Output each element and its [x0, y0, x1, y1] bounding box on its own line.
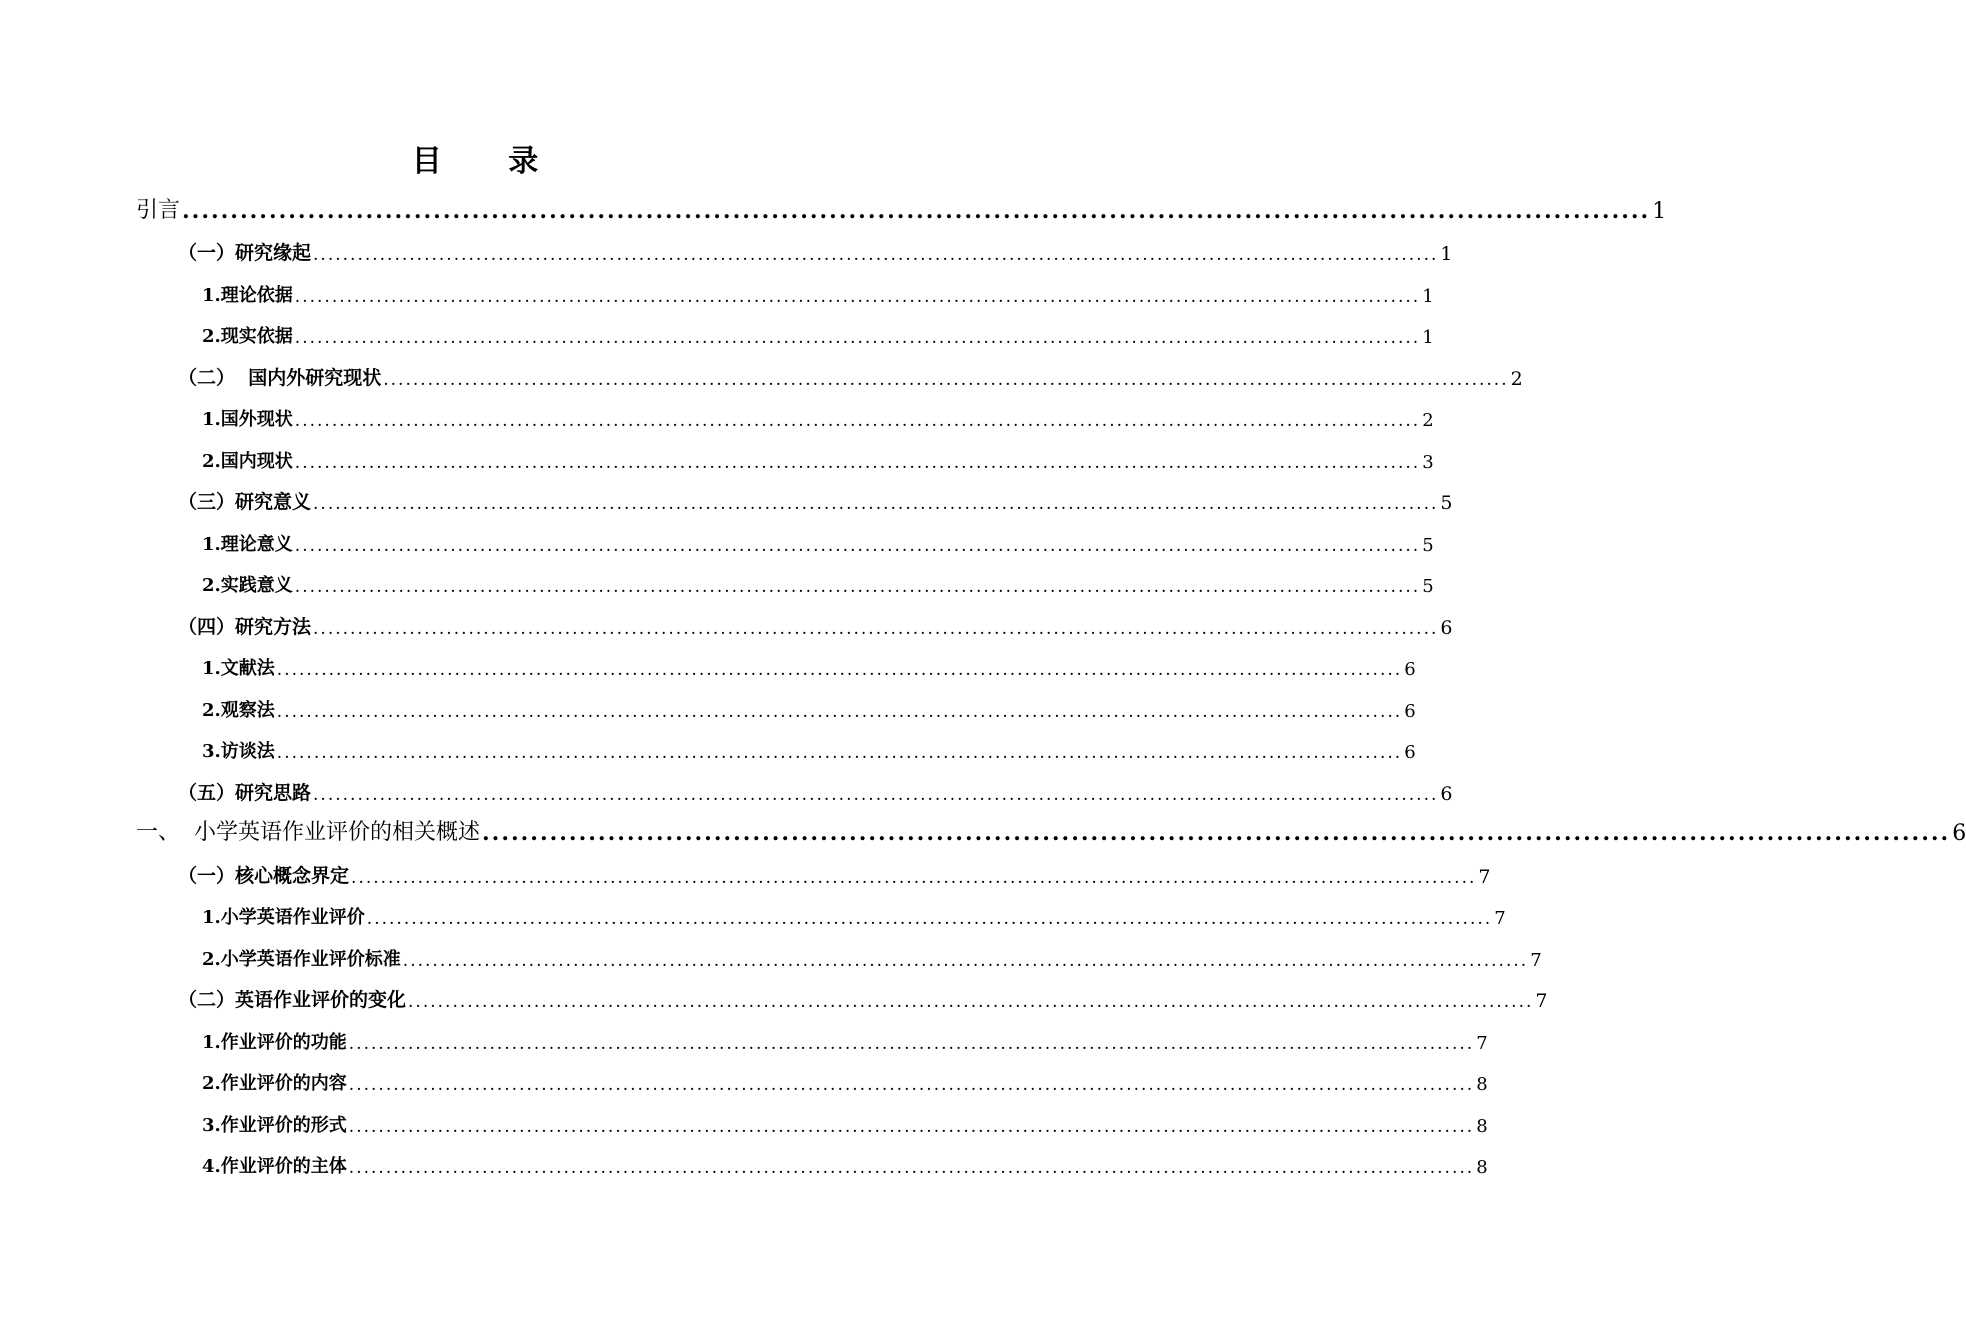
toc-entry[interactable]: [202, 396, 1434, 438]
toc-entry[interactable]: [202, 1143, 1488, 1185]
toc-entry-label: 3.作业评价的形式: [202, 1114, 347, 1136]
toc-leader: ........................................................................................................................................................: [366, 909, 1493, 929]
toc-entry-label: 2.观察法: [202, 699, 275, 721]
toc-entry-label: 引言: [136, 197, 181, 223]
toc-leader: ........................................................................................................................................................: [182, 197, 1651, 224]
toc-leader: ........................................................................................................................................................: [348, 1158, 1475, 1178]
toc-page-number: 7: [1494, 908, 1506, 929]
toc-leader: ........................................................................................................................................................: [348, 1116, 1475, 1137]
toc-page-number: 2: [1510, 367, 1523, 390]
toc-page-number: 8: [1476, 1074, 1488, 1095]
toc-page-number: 7: [1478, 865, 1491, 888]
toc-entry-label: 1.作业评价的功能: [202, 1031, 347, 1053]
toc-entry-label: （二） 国内外研究现状: [178, 366, 382, 389]
toc-leader: ........................................................................................................................................................: [294, 328, 1421, 348]
toc-entry-label: 2.国内现状: [202, 450, 293, 472]
toc-entry-label: （二）英语作业评价的变化: [178, 989, 407, 1011]
toc-entry-label: 1.理论依据: [202, 284, 293, 306]
toc-entry-label: （五）研究思路: [178, 781, 312, 804]
toc-entry-label: 1.文献法: [202, 658, 275, 679]
toc-entry[interactable]: [202, 437, 1434, 479]
toc-page-number: 2: [1422, 410, 1434, 431]
toc-entry[interactable]: [202, 728, 1416, 770]
toc-entry-label: （一）研究缘起: [178, 242, 312, 264]
toc-leader: ........................................................................................................................................................: [276, 743, 1403, 763]
toc-page-number: 6: [1404, 659, 1416, 680]
toc-leader: ........................................................................................................................................................: [351, 867, 1477, 888]
toc-leader: ........................................................................................................................................................: [348, 1033, 1475, 1054]
toc-entry[interactable]: [202, 935, 1542, 977]
toc-page-number: 7: [1476, 1032, 1488, 1054]
toc-page-number: 1: [1652, 198, 1667, 224]
toc-entry[interactable]: [178, 354, 1523, 396]
toc-page-number: 5: [1422, 576, 1434, 597]
toc-page-number: 6: [1952, 821, 1966, 846]
toc-entry[interactable]: [202, 562, 1434, 604]
toc-leader: ........................................................................................................................................................: [294, 286, 1421, 307]
toc-page-number: 6: [1440, 616, 1453, 639]
toc-page-number: 1: [1440, 243, 1453, 265]
toc-page-number: 1: [1422, 327, 1434, 348]
toc-page-number: 8: [1476, 1157, 1488, 1178]
toc-leader: ........................................................................................................................................................: [383, 369, 1509, 390]
toc-entry-label: 2.小学英语作业评价标准: [202, 948, 401, 970]
toc-entry-label: （一）核心概念界定: [178, 864, 350, 887]
toc-page-number: 6: [1404, 700, 1416, 722]
toc-entry[interactable]: [178, 977, 1548, 1019]
toc-page-number: 6: [1404, 742, 1416, 763]
toc-leader: ........................................................................................................................................................: [276, 660, 1403, 680]
toc-entry[interactable]: [178, 230, 1453, 272]
toc-entry[interactable]: [202, 894, 1506, 936]
toc-entry-label: （四）研究方法: [178, 615, 312, 638]
toc-entry-label: 3.访谈法: [202, 741, 275, 762]
toc-entry-label: 1.理论意义: [202, 533, 293, 555]
toc-leader: ........................................................................................................................................................: [294, 452, 1421, 473]
toc-page-number: 1: [1422, 285, 1434, 307]
toc-entry-label: 1.国外现状: [202, 409, 293, 430]
toc-entry[interactable]: [202, 520, 1434, 562]
toc-list: [0, 188, 1966, 1184]
toc-page-number: 7: [1535, 990, 1548, 1012]
toc-page-number: 8: [1476, 1115, 1488, 1137]
toc-entry[interactable]: [202, 1101, 1488, 1143]
toc-entry[interactable]: [178, 603, 1453, 645]
toc-leader: ........................................................................................................................................................: [402, 950, 1529, 971]
toc-entry-label: 一、 小学英语作业评价的相关概述: [136, 820, 480, 845]
toc-leader: ........................................................................................................................................................: [294, 577, 1421, 597]
toc-entry[interactable]: [202, 1060, 1488, 1102]
toc-entry[interactable]: [202, 313, 1434, 355]
toc-page-number: 3: [1422, 451, 1434, 473]
toc-leader: ........................................................................................................................................................: [313, 784, 1439, 805]
toc-entry[interactable]: [202, 686, 1416, 728]
toc-entry[interactable]: [202, 1018, 1488, 1060]
toc-entry-label: 2.现实依据: [202, 326, 293, 347]
toc-entry[interactable]: [202, 645, 1416, 687]
toc-leader: ........................................................................................................................................................: [313, 618, 1439, 639]
toc-entry[interactable]: [136, 811, 1966, 853]
toc-leader: ........................................................................................................................................................: [482, 820, 1951, 846]
toc-leader: ........................................................................................................................................................: [294, 535, 1421, 556]
toc-leader: ........................................................................................................................................................: [408, 992, 1534, 1012]
toc-leader: ........................................................................................................................................................: [294, 411, 1421, 431]
toc-entry-label: 1.小学英语作业评价: [202, 907, 365, 928]
toc-page-number: 5: [1422, 534, 1434, 556]
toc-leader: ........................................................................................................................................................: [276, 701, 1403, 722]
toc-leader: ........................................................................................................................................................: [348, 1075, 1475, 1095]
toc-entry[interactable]: [178, 852, 1491, 894]
toc-entry-label: 2.作业评价的内容: [202, 1073, 347, 1094]
toc-leader: ........................................................................................................................................................: [313, 494, 1439, 514]
toc-page-number: 5: [1440, 492, 1453, 514]
toc-page-number: 6: [1440, 782, 1453, 805]
toc-entry[interactable]: [202, 271, 1434, 313]
toc-entry[interactable]: [178, 769, 1453, 811]
toc-leader: ........................................................................................................................................................: [313, 245, 1439, 265]
toc-page-number: 7: [1530, 949, 1542, 971]
toc-entry[interactable]: [178, 479, 1453, 521]
toc-title: 目 录: [411, 144, 567, 179]
toc-entry-label: （三）研究意义: [178, 491, 312, 513]
toc-entry-label: 4.作业评价的主体: [202, 1156, 347, 1177]
toc-entry[interactable]: [136, 188, 1667, 230]
toc-entry-label: 2.实践意义: [202, 575, 293, 596]
